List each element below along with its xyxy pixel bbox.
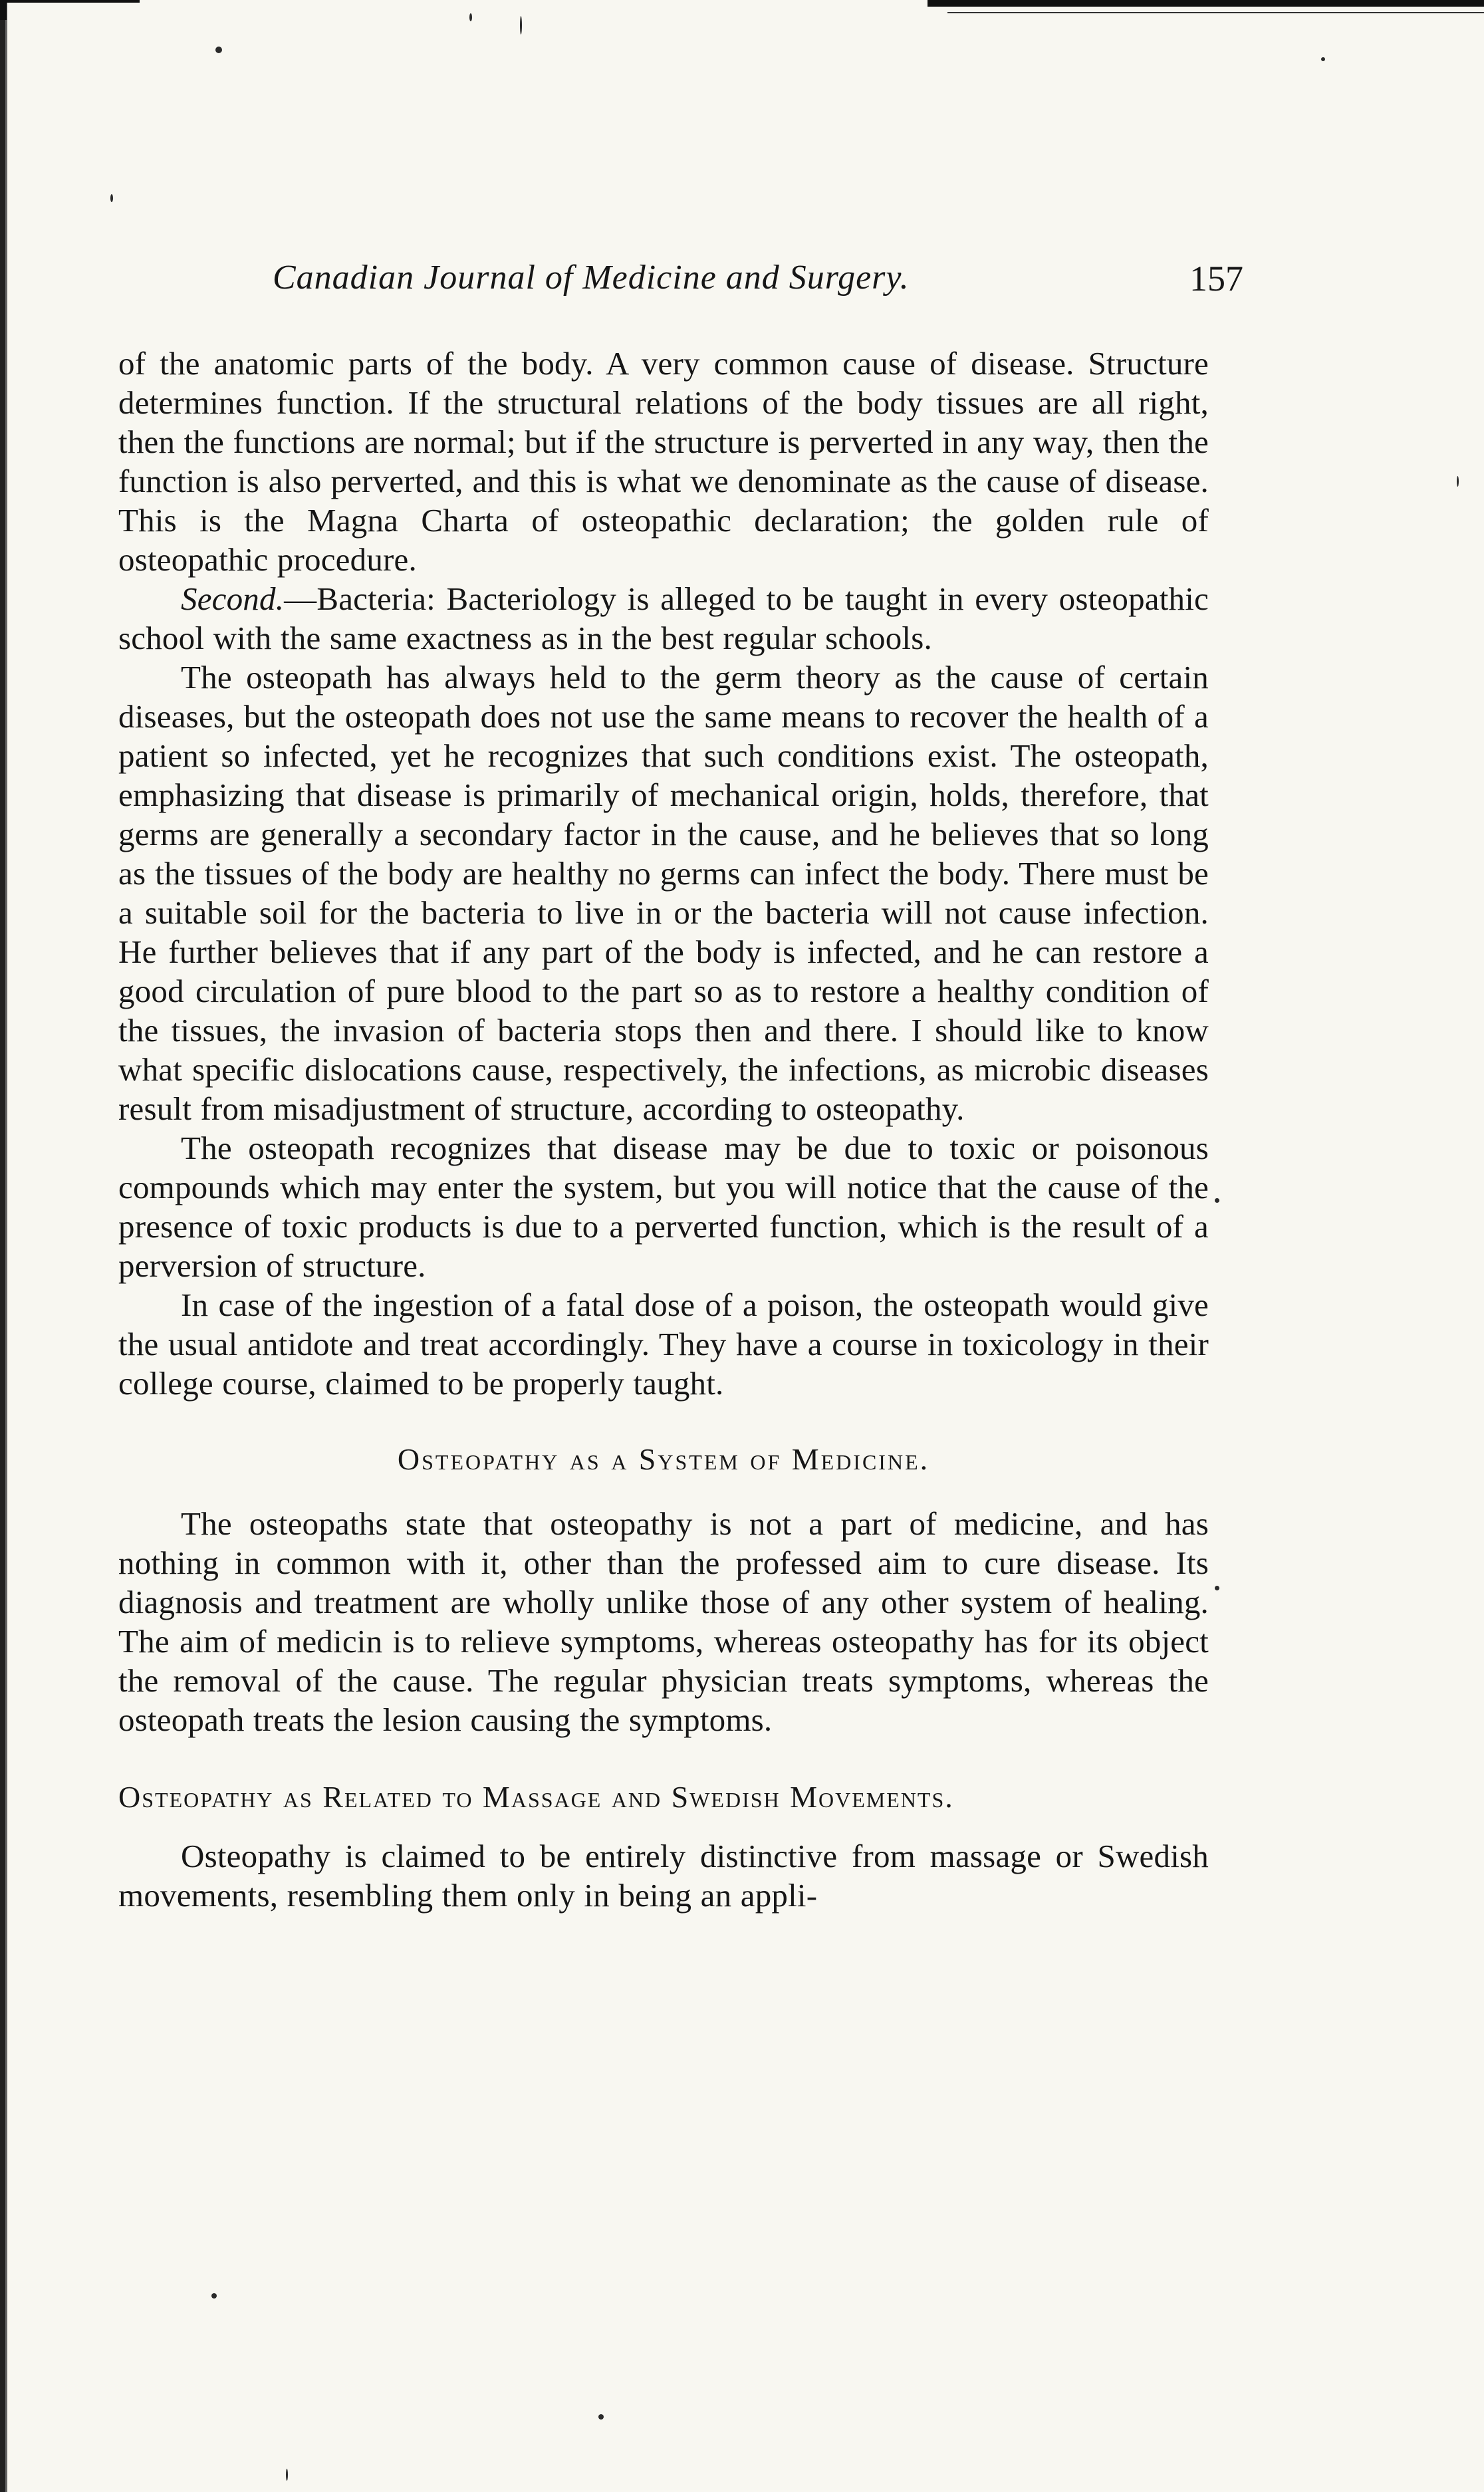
- scan-speck: [1215, 1586, 1219, 1590]
- section-heading-massage-swedish: Osteopathy as Related to Massage and Swedish Movements.: [118, 1780, 954, 1814]
- scan-speck: [215, 47, 222, 53]
- scan-speck: [520, 16, 522, 35]
- scan-speck: [211, 2293, 217, 2299]
- scan-speck: [110, 194, 113, 202]
- scan-speck: [1321, 57, 1325, 61]
- scan-speck: [598, 2414, 604, 2420]
- main-text: [118, 344, 1209, 1915]
- body-paragraph-2: [118, 579, 1209, 658]
- body-paragraph-4: The osteopath recognizes that disease may be due to toxic or poisonous compounds which may enter the system, but you will notice that the cause of the presence of toxic products is due to a perverted function, which is the result of a perversion of structure.: [118, 1130, 1209, 1284]
- paragraph-lead-word: Second.: [181, 580, 285, 617]
- body-paragraph-1: of the anatomic parts of the body. A very common cause of disease. Structure determines function. If the structural relations of the body tissues are all right, then the functions are normal; but if the structure is perverted in any way, then the function is also perverted, and this is what we denominate as the cause of disease. This is the Magna Charta of osteopathic declaration; the golden rule of osteopathic procedure.: [118, 345, 1209, 578]
- body-paragraph-6: The osteopaths state that osteopathy is not a part of medicine, and has nothing in common with it, other than the professed aim to cure disease. Its diagnosis and treatment are wholly unlike those of any other system of healing. The aim of medicin is to relieve symptoms, whereas osteopathy has for its object the removal of the cause. The regular physician treats symptoms, whereas the osteopath treats the lesion causing the symptoms.: [118, 1505, 1209, 1738]
- left-scan-border: [0, 0, 11, 2492]
- body-paragraph-5: In case of the ingestion of a fatal dose of a poison, the osteopath would give the usual antidote and treat accordingly. They have a course in toxicology in their college course, claimed to be properly taught.: [118, 1287, 1209, 1402]
- scan-speck: [469, 13, 472, 21]
- top-border-rule: [928, 0, 1484, 7]
- scan-speck: [286, 2469, 288, 2481]
- section-heading-osteopathy-medicine: Osteopathy as a System of Medicine.: [397, 1442, 930, 1476]
- top-left-scan-mark: [0, 0, 140, 20]
- scan-speck: [1215, 1198, 1219, 1203]
- page-number: 157: [1189, 259, 1243, 299]
- running-head: Canadian Journal of Medicine and Surgery.: [273, 259, 910, 297]
- body-paragraph-3: The osteopath has always held to the germ theory as the cause of certain diseases, but the osteopath does not use the same means to recover the health of a patient so infected, yet he recognizes that such conditions exist. The osteopath, emphasizing that disease is primarily of mechanical origin, holds, therefore, that germs are generally a secondary factor in the cause, and he believes that so long as the tissues of the body are healthy no germs can infect the body. There must be a suitable soil for the bacteria to live in or the bacteria will not cause infection. He further believes that if any part of the body is infected, and he can restore a good circulation of pure blood to the part so as to restore a healthy condition of the tissues, the invasion of bacteria stops then and there. I should like to know what specific dislocations cause, respectively, the infections, as microbic diseases result from misadjustment of structure, according to osteopathy.: [118, 659, 1209, 1127]
- top-border-thin-rule: [947, 12, 1484, 13]
- scan-speck: [1457, 476, 1459, 487]
- paragraph-body: —Bacteria: Bacteriology is alleged to be taught in every osteopathic school with the same exactness as in the best regular schools.: [118, 580, 1209, 656]
- body-paragraph-7: Osteopathy is claimed to be entirely distinctive from massage or Swedish movements, resembling them only in being an appli-: [118, 1838, 1209, 1914]
